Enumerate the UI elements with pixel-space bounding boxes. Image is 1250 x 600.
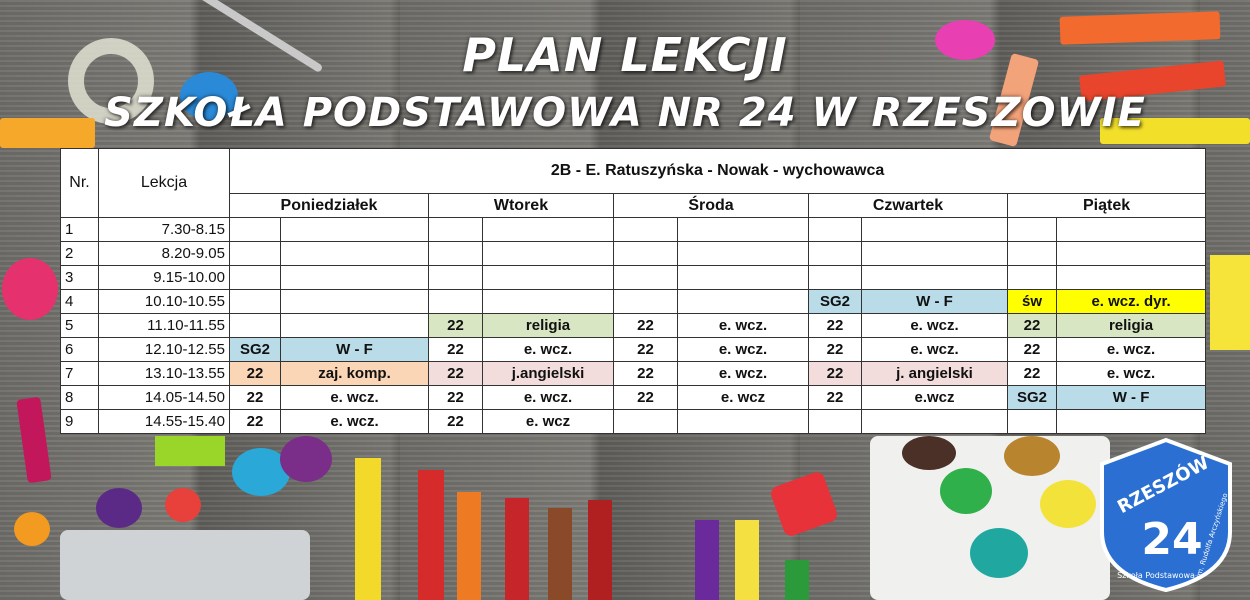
room-cell-friday: SG2	[1008, 386, 1057, 410]
sharpener-decoration	[769, 470, 839, 538]
subject-cell-thursday: e. wcz.	[862, 338, 1008, 362]
orange-bead-decoration	[14, 512, 50, 546]
day-header-thursday: Czwartek	[809, 194, 1008, 218]
calculator-decoration	[60, 530, 310, 600]
room-cell-friday: 22	[1008, 362, 1057, 386]
lesson-time: 7.30-8.15	[99, 218, 230, 242]
subject-cell-wednesday: e. wcz.	[678, 314, 809, 338]
lesson-number: 1	[61, 218, 99, 242]
room-cell-wednesday	[614, 290, 678, 314]
red-pencil-decoration	[418, 470, 444, 600]
subject-cell-monday	[281, 218, 429, 242]
subject-cell-wednesday: e. wcz.	[678, 338, 809, 362]
table-row	[61, 218, 1206, 242]
table-row	[61, 290, 1206, 314]
badge-number: 24	[1141, 514, 1203, 565]
subject-cell-thursday: e. wcz.	[862, 314, 1008, 338]
subject-cell-tuesday: j.angielski	[483, 362, 614, 386]
table-row	[61, 386, 1206, 410]
table-header-row	[61, 149, 1206, 194]
subject-cell-thursday: W - F	[862, 290, 1008, 314]
room-cell-friday: św	[1008, 290, 1057, 314]
lesson-time: 13.10-13.55	[99, 362, 230, 386]
subject-cell-tuesday: e. wcz	[483, 410, 614, 434]
room-cell-thursday: 22	[809, 338, 862, 362]
paint-yellow-decoration	[1040, 480, 1096, 528]
subject-cell-tuesday: religia	[483, 314, 614, 338]
red-pencil-decoration	[505, 498, 529, 600]
room-cell-thursday: SG2	[809, 290, 862, 314]
room-cell-monday: 22	[230, 410, 281, 434]
paint-brown-decoration	[1004, 436, 1060, 476]
room-cell-monday	[230, 314, 281, 338]
table-row	[61, 338, 1206, 362]
paint-dark-decoration	[902, 436, 956, 470]
subject-cell-friday: e. wcz.	[1057, 362, 1206, 386]
subject-cell-friday: W - F	[1057, 386, 1206, 410]
subject-cell-tuesday	[483, 242, 614, 266]
subject-cell-tuesday: e. wcz.	[483, 386, 614, 410]
room-cell-wednesday: 22	[614, 338, 678, 362]
column-header-nr: Nr.	[61, 149, 99, 218]
table-row	[61, 410, 1206, 434]
subject-cell-thursday	[862, 266, 1008, 290]
room-cell-thursday: 22	[809, 314, 862, 338]
lesson-time: 9.15-10.00	[99, 266, 230, 290]
table-row	[61, 314, 1206, 338]
subject-cell-friday: e. wcz. dyr.	[1057, 290, 1206, 314]
room-cell-monday	[230, 266, 281, 290]
room-cell-thursday	[809, 218, 862, 242]
lesson-time: 8.20-9.05	[99, 242, 230, 266]
lesson-time: 14.05-14.50	[99, 386, 230, 410]
room-cell-thursday	[809, 410, 862, 434]
badge-school: Szkoła Podstawowa	[1117, 571, 1195, 580]
subject-cell-monday: e. wcz.	[281, 410, 429, 434]
subject-cell-wednesday	[678, 218, 809, 242]
room-cell-thursday: 22	[809, 362, 862, 386]
lesson-plan-table	[60, 148, 1206, 434]
room-cell-friday	[1008, 410, 1057, 434]
badge-city: RZESZÓW	[1114, 452, 1213, 518]
subject-cell-monday	[281, 290, 429, 314]
subject-cell-tuesday	[483, 266, 614, 290]
room-cell-wednesday	[614, 218, 678, 242]
subject-cell-thursday	[862, 218, 1008, 242]
lesson-number: 2	[61, 242, 99, 266]
room-cell-friday	[1008, 266, 1057, 290]
room-cell-monday	[230, 290, 281, 314]
subject-cell-monday: e. wcz.	[281, 386, 429, 410]
room-cell-thursday: 22	[809, 386, 862, 410]
subject-cell-monday	[281, 242, 429, 266]
paint-teal-decoration	[970, 528, 1028, 578]
table-row	[61, 362, 1206, 386]
room-cell-thursday	[809, 242, 862, 266]
crimson-crayon-decoration	[16, 397, 51, 484]
room-cell-friday	[1008, 242, 1057, 266]
lesson-time: 12.10-12.55	[99, 338, 230, 362]
day-header-tuesday: Wtorek	[429, 194, 614, 218]
room-cell-friday	[1008, 218, 1057, 242]
room-cell-monday	[230, 218, 281, 242]
room-cell-wednesday	[614, 266, 678, 290]
yellow-pencil-decoration	[355, 458, 381, 600]
school-badge-logo	[1096, 436, 1236, 594]
room-cell-tuesday	[429, 290, 483, 314]
red-bead-decoration	[165, 488, 201, 522]
lesson-number: 7	[61, 362, 99, 386]
room-cell-tuesday	[429, 218, 483, 242]
subject-cell-wednesday	[678, 266, 809, 290]
lesson-time: 11.10-11.55	[99, 314, 230, 338]
subject-cell-thursday	[862, 410, 1008, 434]
orange-pencil-decoration	[457, 492, 481, 600]
room-cell-monday	[230, 242, 281, 266]
column-header-lekcja: Lekcja	[99, 149, 230, 218]
paint-green-decoration	[940, 468, 992, 514]
room-cell-tuesday: 22	[429, 314, 483, 338]
class-title: 2B - E. Ratuszyńska - Nowak - wychowawca	[230, 149, 1206, 194]
room-cell-monday: SG2	[230, 338, 281, 362]
brown-pencil-decoration	[548, 508, 572, 600]
pink-spiky-ball-decoration	[2, 258, 58, 320]
subject-cell-friday	[1057, 218, 1206, 242]
room-cell-friday: 22	[1008, 314, 1057, 338]
lesson-number: 3	[61, 266, 99, 290]
lesson-rows	[61, 218, 1206, 434]
purple-bead-decoration	[96, 488, 142, 528]
subject-cell-friday: religia	[1057, 314, 1206, 338]
subject-cell-tuesday	[483, 218, 614, 242]
subject-cell-monday: zaj. komp.	[281, 362, 429, 386]
room-cell-tuesday: 22	[429, 338, 483, 362]
yellow-pencil-decoration	[735, 520, 759, 600]
subject-cell-tuesday	[483, 290, 614, 314]
room-cell-wednesday: 22	[614, 362, 678, 386]
day-header-monday: Poniedziałek	[230, 194, 429, 218]
subject-cell-tuesday: e. wcz.	[483, 338, 614, 362]
room-cell-monday: 22	[230, 386, 281, 410]
green-pencil-decoration	[785, 560, 809, 600]
room-cell-tuesday: 22	[429, 386, 483, 410]
lesson-number: 4	[61, 290, 99, 314]
room-cell-wednesday	[614, 410, 678, 434]
subject-cell-monday	[281, 314, 429, 338]
subject-cell-thursday: e.wcz	[862, 386, 1008, 410]
days-header-row	[61, 194, 1206, 218]
subject-cell-wednesday: e. wcz	[678, 386, 809, 410]
subject-cell-friday	[1057, 266, 1206, 290]
purple-pencil-decoration	[695, 520, 719, 600]
dark-red-pencil-decoration	[588, 500, 612, 600]
room-cell-monday: 22	[230, 362, 281, 386]
page-title: PLAN LEKCJI	[462, 28, 788, 82]
subject-cell-monday: W - F	[281, 338, 429, 362]
lesson-number: 6	[61, 338, 99, 362]
badge-patron: im. Rudolfa Arczyńskiego	[1194, 492, 1230, 579]
subject-cell-wednesday	[678, 410, 809, 434]
day-header-friday: Piątek	[1008, 194, 1206, 218]
subject-cell-friday	[1057, 242, 1206, 266]
subject-cell-monday	[281, 266, 429, 290]
subject-cell-friday: e. wcz.	[1057, 338, 1206, 362]
room-cell-tuesday: 22	[429, 410, 483, 434]
green-note-decoration	[155, 436, 225, 466]
lesson-number: 5	[61, 314, 99, 338]
school-name: SZKOŁA PODSTAWOWA NR 24 W RZESZOWIE	[104, 90, 1146, 136]
lesson-time: 14.55-15.40	[99, 410, 230, 434]
purple-bead-decoration	[280, 436, 332, 482]
table-row	[61, 242, 1206, 266]
room-cell-friday: 22	[1008, 338, 1057, 362]
room-cell-wednesday: 22	[614, 386, 678, 410]
table-row	[61, 266, 1206, 290]
subject-cell-thursday	[862, 242, 1008, 266]
subject-cell-wednesday	[678, 290, 809, 314]
subject-cell-thursday: j. angielski	[862, 362, 1008, 386]
lesson-time: 10.10-10.55	[99, 290, 230, 314]
room-cell-tuesday	[429, 266, 483, 290]
yellow-block-decoration	[1210, 255, 1250, 350]
day-header-wednesday: Środa	[614, 194, 809, 218]
lesson-number: 8	[61, 386, 99, 410]
room-cell-tuesday: 22	[429, 362, 483, 386]
subject-cell-wednesday: e. wcz.	[678, 362, 809, 386]
subject-cell-friday	[1057, 410, 1206, 434]
room-cell-wednesday	[614, 242, 678, 266]
room-cell-wednesday: 22	[614, 314, 678, 338]
room-cell-thursday	[809, 266, 862, 290]
lesson-number: 9	[61, 410, 99, 434]
subject-cell-wednesday	[678, 242, 809, 266]
room-cell-tuesday	[429, 242, 483, 266]
